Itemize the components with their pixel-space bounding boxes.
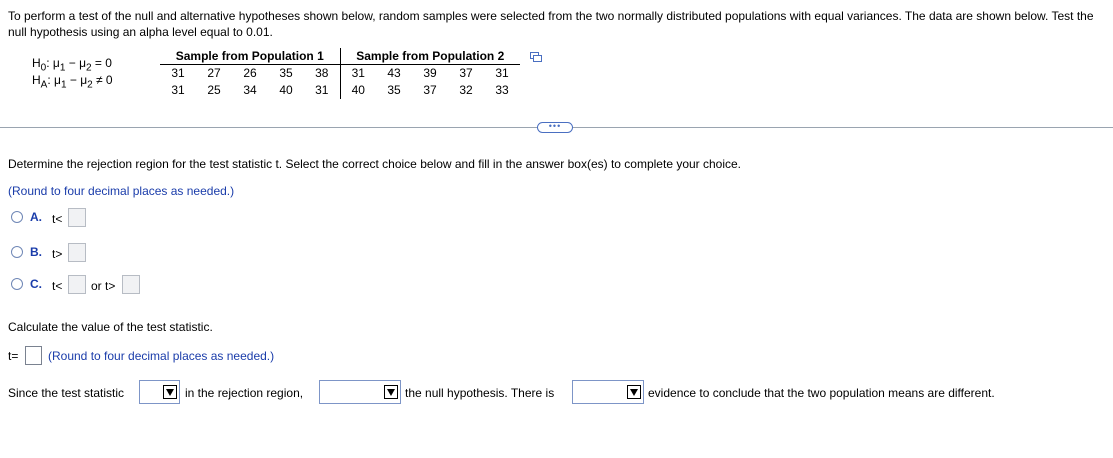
table-header-row bbox=[160, 48, 520, 65]
copy-data-icon[interactable] bbox=[530, 52, 542, 62]
table-header-pop2: Sample from Population 2 bbox=[340, 48, 520, 65]
h0-mu1: μ bbox=[52, 56, 60, 70]
table-cell: 25 bbox=[207, 83, 221, 97]
table-cell: 34 bbox=[243, 83, 257, 97]
option-c-letter: C. bbox=[30, 277, 42, 291]
h0-mu2-subscript: 2 bbox=[86, 62, 92, 74]
h0-symbol: H bbox=[32, 56, 41, 70]
table-cell: 37 bbox=[423, 83, 437, 97]
h0-mu2: μ bbox=[79, 56, 86, 70]
ha-symbol: H bbox=[32, 73, 41, 87]
h0-relation: = 0 bbox=[91, 56, 112, 70]
option-c-label-lower: t< bbox=[52, 279, 63, 293]
option-c-upper-box[interactable] bbox=[122, 275, 140, 294]
table-row bbox=[160, 82, 520, 99]
table-cell: 27 bbox=[207, 66, 221, 81]
ha-relation: ≠ 0 bbox=[92, 73, 113, 87]
h0-subscript: 0 bbox=[40, 62, 47, 74]
round-note: (Round to four decimal places as needed.) bbox=[8, 184, 235, 198]
ha-mu2-subscript: 2 bbox=[87, 79, 93, 91]
table-cell: 38 bbox=[315, 66, 329, 81]
table-cell: 31 bbox=[171, 83, 185, 97]
option-b-letter: B. bbox=[30, 245, 42, 259]
table-cell: 40 bbox=[279, 83, 293, 97]
ha-minus: − bbox=[66, 73, 81, 87]
conclusion-text-1: Since the test statistic bbox=[8, 386, 125, 400]
table-cell: 33 bbox=[495, 83, 509, 97]
option-c-label-upper: or t> bbox=[91, 279, 116, 293]
table-header-pop1: Sample from Population 1 bbox=[160, 48, 340, 65]
conclusion-text-3: the null hypothesis. There is bbox=[405, 386, 555, 400]
dropdown-arrow-icon bbox=[627, 385, 641, 399]
ha-subscript: A bbox=[40, 79, 48, 91]
table-row bbox=[160, 65, 520, 82]
table-cell: 31 bbox=[495, 66, 509, 81]
table-cell: 32 bbox=[459, 83, 473, 97]
option-a-radio[interactable] bbox=[11, 211, 23, 223]
dropdown-arrow-icon bbox=[163, 385, 177, 399]
table-cell: 26 bbox=[243, 66, 257, 81]
ha-mu2: μ bbox=[80, 73, 88, 87]
h0-minus: − bbox=[65, 56, 80, 70]
option-c-radio[interactable] bbox=[11, 278, 23, 290]
table-cell: 35 bbox=[387, 83, 401, 97]
conclusion-text-4: evidence to conclude that the two population means are different. bbox=[648, 386, 995, 400]
table-cell: 35 bbox=[279, 66, 293, 81]
ha-mu1-subscript: 1 bbox=[60, 79, 67, 91]
option-a-label: t< bbox=[52, 212, 63, 226]
option-b-label: t> bbox=[52, 247, 63, 261]
evidence-dropdown[interactable] bbox=[572, 380, 644, 404]
rejection-region-prompt: Determine the rejection region for the test statistic t. Select the correct choice below and fill in the answer box(es) to complete your choice. bbox=[8, 157, 742, 171]
table-cell: 39 bbox=[423, 66, 437, 81]
option-a-answer-box[interactable] bbox=[68, 208, 86, 227]
t-label: t= bbox=[8, 349, 19, 363]
dropdown-arrow-icon bbox=[384, 385, 398, 399]
table-cell: 31 bbox=[340, 65, 376, 82]
reject-decision-dropdown[interactable] bbox=[319, 380, 401, 404]
option-a-letter: A. bbox=[30, 210, 42, 224]
problem-intro: To perform a test of the null and alternative hypotheses shown below, random samples were selected from the two normally distributed populations with equal variances. The data are shown below. Test the null hypothesis using an alpha level equal to 0.01. bbox=[8, 9, 1094, 39]
conclusion-text-2: in the rejection region, bbox=[185, 386, 304, 400]
test-statistic-prompt: Calculate the value of the test statistic. bbox=[8, 320, 213, 334]
table-cell: 43 bbox=[387, 66, 401, 81]
option-b-radio[interactable] bbox=[11, 246, 23, 258]
table-cell: 31 bbox=[315, 83, 329, 97]
t-round-note: (Round to four decimal places as needed.) bbox=[48, 349, 275, 363]
sample-data-table bbox=[160, 48, 520, 99]
h0-mu1-subscript: 1 bbox=[59, 62, 66, 74]
option-b-answer-box[interactable] bbox=[68, 243, 86, 262]
table-cell: 40 bbox=[340, 82, 376, 99]
table-cell: 37 bbox=[459, 66, 473, 81]
alternative-hypothesis bbox=[32, 73, 113, 92]
h0-separator: : bbox=[46, 56, 53, 70]
table-cell: 31 bbox=[171, 66, 185, 81]
is-is-not-dropdown[interactable] bbox=[139, 380, 180, 404]
expand-more-button[interactable]: ••• bbox=[537, 122, 573, 133]
t-value-input[interactable] bbox=[25, 346, 42, 365]
option-c-lower-box[interactable] bbox=[68, 275, 86, 294]
ha-separator: : bbox=[47, 73, 55, 87]
ha-mu1: μ bbox=[54, 73, 61, 87]
